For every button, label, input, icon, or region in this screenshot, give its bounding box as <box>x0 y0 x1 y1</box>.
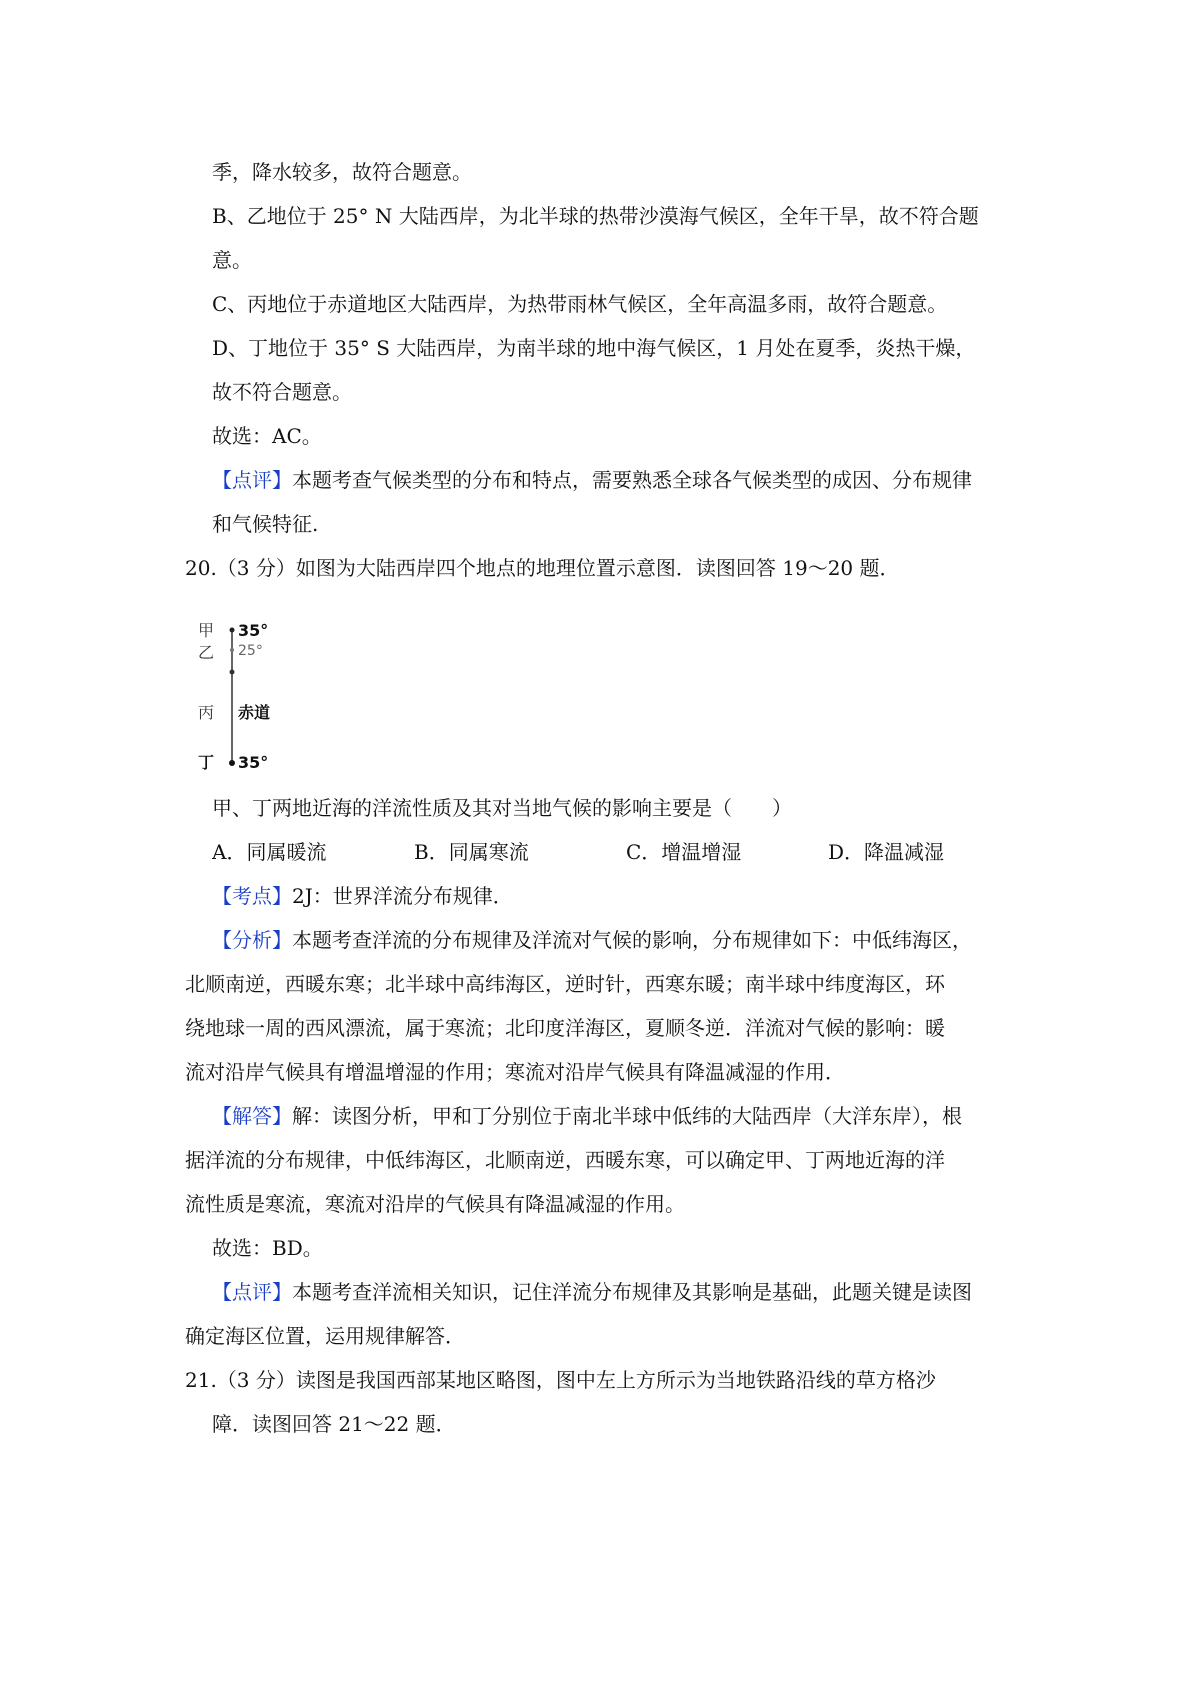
text-line: 流对沿岸气候具有增温增湿的作用；寒流对沿岸气候具有降温减湿的作用． <box>185 1060 845 1084</box>
text-line: 和气候特征. <box>212 512 319 536</box>
point-latitude: 赤道 <box>238 703 271 722</box>
comment-line <box>212 465 1032 495</box>
comment-text: 本题考查气候类型的分布和特点，需要熟悉全球各气候类型的成因、分布规律 <box>292 468 972 492</box>
point-latitude: 35° <box>238 621 269 640</box>
text-line: 故不符合题意。 <box>212 380 352 404</box>
dianping-line <box>212 1277 1032 1307</box>
jieda-text: 解：读图分析，甲和丁分别位于南北半球中低纬的大陆西岸（大洋东岸），根 <box>292 1104 962 1128</box>
dianping-tag: 【点评】 <box>212 1280 292 1304</box>
point-name: 乙 <box>198 643 215 662</box>
option-a: A．同属暖流 <box>212 840 327 864</box>
point-ding-dot <box>229 760 235 766</box>
kaodian-text: 2J：世界洋流分布规律． <box>292 884 513 908</box>
point-latitude: 35° <box>238 753 269 772</box>
answer-line: 故选：AC。 <box>212 424 322 448</box>
jieda-line <box>212 1101 1032 1131</box>
fenxi-tag: 【分析】 <box>212 928 292 952</box>
point-jia-dot <box>230 628 235 633</box>
text-line: B、乙地位于 25° N 大陆西岸，为北半球的热带沙漠海气候区，全年干旱，故不符合题 <box>212 204 979 228</box>
text-line: 据洋流的分布规律，中低纬海区，北顺南逆，西暖东寒，可以确定甲、丁两地近海的洋 <box>185 1148 945 1172</box>
fenxi-line <box>212 925 1032 955</box>
answer-line: 故选：BD。 <box>212 1236 323 1260</box>
text-line: 季，降水较多，故符合题意。 <box>212 160 472 184</box>
question-stem: 甲、丁两地近海的洋流性质及其对当地气候的影响主要是（ ） <box>212 796 792 820</box>
text-line: D、丁地位于 35° S 大陆西岸，为南半球的地中海气候区，1 月处在夏季，炎热干燥， <box>212 336 976 360</box>
question-header: 20.（3 分）如图为大陆西岸四个地点的地理位置示意图．读图回答 19～20 题． <box>185 556 900 580</box>
text-line: 确定海区位置，运用规律解答． <box>185 1324 465 1348</box>
latitude-figure <box>198 621 300 785</box>
question-header: 21.（3 分）读图是我国西部某地区略图，图中左上方所示为当地铁路沿线的草方格沙 <box>185 1368 936 1392</box>
point-latitude: 25° <box>238 643 263 659</box>
dianping-text: 本题考查洋流相关知识，记住洋流分布规律及其影响是基础，此题关键是读图 <box>292 1280 972 1304</box>
point-bing-dot <box>230 670 235 675</box>
kaodian-line <box>212 881 1032 911</box>
comment-tag: 【点评】 <box>212 468 292 492</box>
text-line: 意。 <box>212 248 252 272</box>
fenxi-text: 本题考查洋流的分布规律及洋流对气候的影响，分布规律如下：中低纬海区， <box>292 928 972 952</box>
option-b: B．同属寒流 <box>414 840 529 864</box>
text-line: 绕地球一周的西风漂流，属于寒流；北印度洋海区，夏顺冬逆．洋流对气候的影响：暖 <box>185 1016 945 1040</box>
option-d: D．降温减湿 <box>828 840 945 864</box>
text-line: 障．读图回答 21～22 题． <box>212 1412 456 1436</box>
text-line: C、丙地位于赤道地区大陆西岸，为热带雨林气候区，全年高温多雨，故符合题意。 <box>212 292 948 316</box>
point-name: 丙 <box>198 703 215 722</box>
jieda-tag: 【解答】 <box>212 1104 292 1128</box>
point-yi-dot <box>230 648 234 652</box>
point-name: 甲 <box>198 621 215 640</box>
kaodian-tag: 【考点】 <box>212 884 292 908</box>
option-c: C．增温增湿 <box>626 840 742 864</box>
point-name: 丁 <box>198 753 215 772</box>
text-line: 北顺南逆，西暖东寒；北半球中高纬海区，逆时针，西寒东暖；南半球中纬度海区，环 <box>185 972 945 996</box>
text-line: 流性质是寒流，寒流对沿岸的气候具有降温减湿的作用。 <box>185 1192 685 1216</box>
